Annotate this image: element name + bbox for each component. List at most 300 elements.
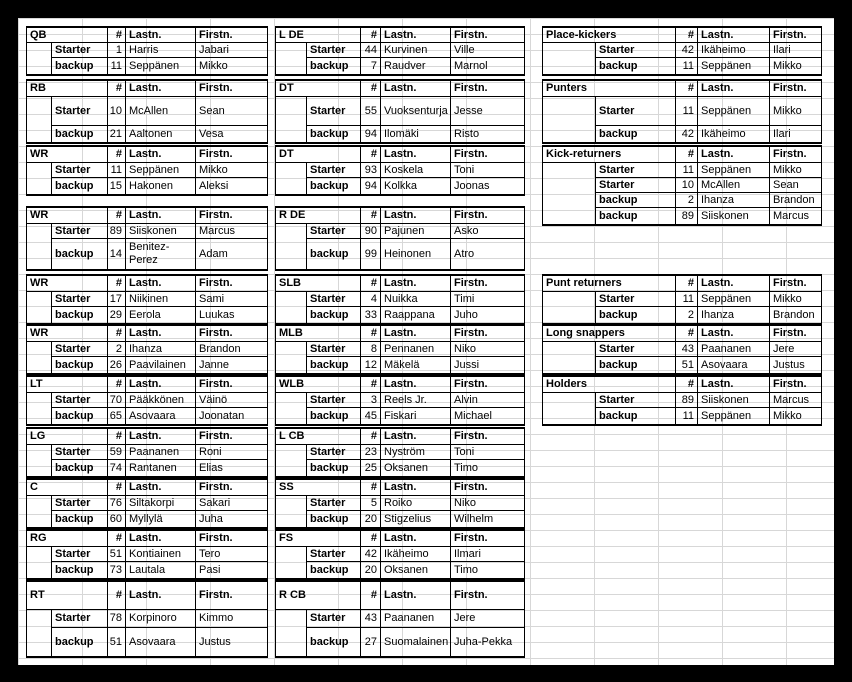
header-number[interactable]: # [108, 480, 126, 496]
header-number[interactable]: # [108, 28, 126, 43]
role-cell[interactable]: Starter [596, 393, 676, 408]
firstname-cell[interactable]: Marcus [770, 208, 822, 224]
role-cell[interactable]: backup [307, 239, 361, 269]
empty-cell[interactable] [275, 460, 307, 476]
empty-cell[interactable] [26, 178, 52, 194]
position-label[interactable]: SS [275, 480, 361, 496]
jersey-number-cell[interactable]: 43 [361, 610, 381, 628]
lastname-cell[interactable]: McAllen [126, 97, 196, 126]
jersey-number-cell[interactable]: 42 [361, 547, 381, 562]
header-lastname[interactable]: Lastn. [698, 81, 770, 97]
role-cell[interactable]: Starter [52, 163, 108, 178]
jersey-number-cell[interactable]: 33 [361, 307, 381, 323]
role-cell[interactable]: Starter [596, 43, 676, 58]
header-firstname[interactable]: Firstn. [196, 147, 268, 163]
header-number[interactable]: # [676, 377, 698, 393]
header-number[interactable]: # [361, 147, 381, 163]
lastname-cell[interactable]: McAllen [698, 178, 770, 193]
header-lastname[interactable]: Lastn. [381, 480, 451, 496]
position-label[interactable]: RT [26, 582, 108, 610]
header-number[interactable]: # [361, 81, 381, 97]
empty-cell[interactable] [275, 126, 307, 142]
header-number[interactable]: # [108, 81, 126, 97]
firstname-cell[interactable]: Toni [451, 445, 525, 460]
header-lastname[interactable]: Lastn. [126, 377, 196, 393]
jersey-number-cell[interactable]: 5 [361, 496, 381, 511]
header-number[interactable]: # [676, 81, 698, 97]
empty-cell[interactable] [26, 460, 52, 476]
empty-cell[interactable] [26, 43, 52, 58]
header-lastname[interactable]: Lastn. [381, 81, 451, 97]
firstname-cell[interactable]: Niko [451, 496, 525, 511]
empty-cell[interactable] [542, 178, 596, 193]
firstname-cell[interactable]: Toni [451, 163, 525, 178]
lastname-cell[interactable]: Ikäheimo [698, 43, 770, 58]
jersey-number-cell[interactable]: 76 [108, 496, 126, 511]
firstname-cell[interactable]: Asko [451, 224, 525, 239]
empty-cell[interactable] [542, 193, 596, 208]
firstname-cell[interactable]: Juha-Pekka [451, 628, 525, 656]
empty-cell[interactable] [275, 357, 307, 373]
empty-cell[interactable] [275, 610, 307, 628]
header-lastname[interactable]: Lastn. [381, 28, 451, 43]
lastname-cell[interactable]: Reels Jr. [381, 393, 451, 408]
header-firstname[interactable]: Firstn. [451, 81, 525, 97]
header-firstname[interactable]: Firstn. [451, 480, 525, 496]
position-label[interactable]: Holders [542, 377, 676, 393]
firstname-cell[interactable]: Jussi [451, 357, 525, 373]
firstname-cell[interactable]: Juho [451, 307, 525, 323]
header-number[interactable]: # [361, 582, 381, 610]
header-firstname[interactable]: Firstn. [770, 276, 822, 292]
firstname-cell[interactable]: Michael [451, 408, 525, 424]
role-cell[interactable]: backup [596, 193, 676, 208]
lastname-cell[interactable]: Seppänen [698, 58, 770, 74]
position-label[interactable]: Place-kickers [542, 28, 676, 43]
empty-cell[interactable] [275, 342, 307, 357]
role-cell[interactable]: Starter [596, 342, 676, 357]
header-lastname[interactable]: Lastn. [126, 276, 196, 292]
jersey-number-cell[interactable]: 21 [108, 126, 126, 142]
empty-cell[interactable] [26, 393, 52, 408]
role-cell[interactable]: backup [52, 178, 108, 194]
position-label[interactable]: LT [26, 377, 108, 393]
lastname-cell[interactable]: Raudver [381, 58, 451, 74]
empty-cell[interactable] [275, 43, 307, 58]
header-lastname[interactable]: Lastn. [126, 429, 196, 445]
jersey-number-cell[interactable]: 70 [108, 393, 126, 408]
role-cell[interactable]: backup [596, 126, 676, 142]
empty-cell[interactable] [26, 610, 52, 628]
lastname-cell[interactable]: Roiko [381, 496, 451, 511]
empty-cell[interactable] [275, 292, 307, 307]
jersey-number-cell[interactable]: 1 [108, 43, 126, 58]
lastname-cell[interactable]: Ihanza [698, 307, 770, 323]
header-number[interactable]: # [361, 480, 381, 496]
lastname-cell[interactable]: Rantanen [126, 460, 196, 476]
firstname-cell[interactable]: Väinö [196, 393, 268, 408]
header-number[interactable]: # [108, 429, 126, 445]
lastname-cell[interactable]: Pajunen [381, 224, 451, 239]
lastname-cell[interactable]: Asovaara [698, 357, 770, 373]
header-lastname[interactable]: Lastn. [698, 276, 770, 292]
empty-cell[interactable] [542, 307, 596, 323]
position-label[interactable]: WLB [275, 377, 361, 393]
header-lastname[interactable]: Lastn. [698, 28, 770, 43]
lastname-cell[interactable]: Ihanza [126, 342, 196, 357]
header-firstname[interactable]: Firstn. [451, 147, 525, 163]
firstname-cell[interactable]: Roni [196, 445, 268, 460]
jersey-number-cell[interactable]: 51 [676, 357, 698, 373]
position-label[interactable]: R DE [275, 208, 361, 224]
lastname-cell[interactable]: Paavilainen [126, 357, 196, 373]
header-number[interactable]: # [108, 276, 126, 292]
role-cell[interactable]: Starter [307, 342, 361, 357]
header-firstname[interactable]: Firstn. [196, 208, 268, 224]
lastname-cell[interactable]: Nyström [381, 445, 451, 460]
position-label[interactable]: Punt returners [542, 276, 676, 292]
role-cell[interactable]: Starter [307, 445, 361, 460]
lastname-cell[interactable]: Paananen [698, 342, 770, 357]
position-label[interactable]: R CB [275, 582, 361, 610]
position-label[interactable]: Punters [542, 81, 676, 97]
jersey-number-cell[interactable]: 11 [676, 292, 698, 307]
role-cell[interactable]: Starter [307, 43, 361, 58]
jersey-number-cell[interactable]: 60 [108, 511, 126, 527]
firstname-cell[interactable]: Brandon [196, 342, 268, 357]
lastname-cell[interactable]: Eerola [126, 307, 196, 323]
empty-cell[interactable] [26, 357, 52, 373]
role-cell[interactable]: Starter [52, 342, 108, 357]
header-firstname[interactable]: Firstn. [451, 377, 525, 393]
firstname-cell[interactable]: Mikko [770, 163, 822, 178]
jersey-number-cell[interactable]: 10 [676, 178, 698, 193]
empty-cell[interactable] [275, 496, 307, 511]
role-cell[interactable]: backup [307, 511, 361, 527]
header-firstname[interactable]: Firstn. [451, 429, 525, 445]
jersey-number-cell[interactable]: 23 [361, 445, 381, 460]
empty-cell[interactable] [275, 393, 307, 408]
firstname-cell[interactable]: Brandon [770, 307, 822, 323]
empty-cell[interactable] [26, 224, 52, 239]
role-cell[interactable]: backup [52, 307, 108, 323]
firstname-cell[interactable]: Sami [196, 292, 268, 307]
header-firstname[interactable]: Firstn. [196, 377, 268, 393]
jersey-number-cell[interactable]: 29 [108, 307, 126, 323]
position-label[interactable]: RB [26, 81, 108, 97]
lastname-cell[interactable]: Korpinoro [126, 610, 196, 628]
role-cell[interactable]: backup [52, 511, 108, 527]
empty-cell[interactable] [26, 307, 52, 323]
header-firstname[interactable]: Firstn. [770, 147, 822, 163]
lastname-cell[interactable]: Niikinen [126, 292, 196, 307]
jersey-number-cell[interactable]: 11 [676, 408, 698, 424]
header-firstname[interactable]: Firstn. [451, 582, 525, 610]
role-cell[interactable]: Starter [596, 163, 676, 178]
header-lastname[interactable]: Lastn. [381, 531, 451, 547]
header-firstname[interactable]: Firstn. [196, 28, 268, 43]
header-number[interactable]: # [361, 276, 381, 292]
lastname-cell[interactable]: Fiskari [381, 408, 451, 424]
role-cell[interactable]: backup [52, 357, 108, 373]
header-number[interactable]: # [361, 377, 381, 393]
lastname-cell[interactable]: Kurvinen [381, 43, 451, 58]
firstname-cell[interactable]: Joonas [451, 178, 525, 194]
empty-cell[interactable] [275, 239, 307, 269]
header-firstname[interactable]: Firstn. [196, 531, 268, 547]
position-label[interactable]: WR [26, 276, 108, 292]
position-label[interactable]: MLB [275, 326, 361, 342]
jersey-number-cell[interactable]: 17 [108, 292, 126, 307]
firstname-cell[interactable]: Jere [770, 342, 822, 357]
lastname-cell[interactable]: Benitez-Perez [126, 239, 196, 269]
jersey-number-cell[interactable]: 11 [108, 58, 126, 74]
position-label[interactable]: Kick-returners [542, 147, 676, 163]
empty-cell[interactable] [26, 408, 52, 424]
position-label[interactable]: L DE [275, 28, 361, 43]
jersey-number-cell[interactable]: 51 [108, 547, 126, 562]
role-cell[interactable]: Starter [307, 547, 361, 562]
empty-cell[interactable] [275, 547, 307, 562]
firstname-cell[interactable]: Risto [451, 126, 525, 142]
lastname-cell[interactable]: Nuikka [381, 292, 451, 307]
position-label[interactable]: FS [275, 531, 361, 547]
firstname-cell[interactable]: Mikko [770, 97, 822, 126]
position-label[interactable]: L CB [275, 429, 361, 445]
jersey-number-cell[interactable]: 14 [108, 239, 126, 269]
header-number[interactable]: # [108, 147, 126, 163]
header-firstname[interactable]: Firstn. [451, 208, 525, 224]
lastname-cell[interactable]: Asovaara [126, 628, 196, 656]
lastname-cell[interactable]: Mäkelä [381, 357, 451, 373]
empty-cell[interactable] [26, 342, 52, 357]
header-lastname[interactable]: Lastn. [126, 582, 196, 610]
lastname-cell[interactable]: Seppänen [698, 292, 770, 307]
role-cell[interactable]: backup [52, 460, 108, 476]
role-cell[interactable]: Starter [307, 292, 361, 307]
firstname-cell[interactable]: Luukas [196, 307, 268, 323]
lastname-cell[interactable]: Ihanza [698, 193, 770, 208]
lastname-cell[interactable]: Paananen [381, 610, 451, 628]
header-lastname[interactable]: Lastn. [126, 531, 196, 547]
lastname-cell[interactable]: Siltakorpi [126, 496, 196, 511]
jersey-number-cell[interactable]: 89 [676, 208, 698, 224]
header-number[interactable]: # [361, 208, 381, 224]
lastname-cell[interactable]: Vuoksenturja [381, 97, 451, 126]
lastname-cell[interactable]: Paananen [126, 445, 196, 460]
role-cell[interactable]: Starter [52, 393, 108, 408]
empty-cell[interactable] [275, 97, 307, 126]
role-cell[interactable]: backup [307, 58, 361, 74]
role-cell[interactable]: Starter [52, 547, 108, 562]
firstname-cell[interactable]: Elias [196, 460, 268, 476]
jersey-number-cell[interactable]: 51 [108, 628, 126, 656]
jersey-number-cell[interactable]: 2 [108, 342, 126, 357]
role-cell[interactable]: Starter [307, 97, 361, 126]
empty-cell[interactable] [275, 163, 307, 178]
empty-cell[interactable] [275, 445, 307, 460]
jersey-number-cell[interactable]: 11 [676, 163, 698, 178]
firstname-cell[interactable]: Mikko [196, 58, 268, 74]
role-cell[interactable]: backup [596, 58, 676, 74]
role-cell[interactable]: Starter [52, 43, 108, 58]
empty-cell[interactable] [275, 58, 307, 74]
jersey-number-cell[interactable]: 2 [676, 307, 698, 323]
header-firstname[interactable]: Firstn. [196, 276, 268, 292]
header-lastname[interactable]: Lastn. [381, 276, 451, 292]
header-lastname[interactable]: Lastn. [126, 208, 196, 224]
header-firstname[interactable]: Firstn. [770, 81, 822, 97]
header-number[interactable]: # [108, 208, 126, 224]
position-label[interactable]: WR [26, 326, 108, 342]
firstname-cell[interactable]: Alvin [451, 393, 525, 408]
header-number[interactable]: # [108, 326, 126, 342]
firstname-cell[interactable]: Niko [451, 342, 525, 357]
firstname-cell[interactable]: Timi [451, 292, 525, 307]
header-lastname[interactable]: Lastn. [126, 28, 196, 43]
empty-cell[interactable] [275, 408, 307, 424]
firstname-cell[interactable]: Mikko [770, 58, 822, 74]
role-cell[interactable]: backup [307, 460, 361, 476]
role-cell[interactable]: backup [596, 357, 676, 373]
header-lastname[interactable]: Lastn. [126, 147, 196, 163]
header-number[interactable]: # [361, 326, 381, 342]
lastname-cell[interactable]: Seppänen [126, 163, 196, 178]
header-firstname[interactable]: Firstn. [196, 81, 268, 97]
empty-cell[interactable] [542, 408, 596, 424]
lastname-cell[interactable]: Oksanen [381, 562, 451, 578]
empty-cell[interactable] [542, 393, 596, 408]
header-number[interactable]: # [361, 531, 381, 547]
role-cell[interactable]: Starter [307, 496, 361, 511]
jersey-number-cell[interactable]: 8 [361, 342, 381, 357]
lastname-cell[interactable]: Oksanen [381, 460, 451, 476]
firstname-cell[interactable]: Sakari [196, 496, 268, 511]
position-label[interactable]: Long snappers [542, 326, 676, 342]
empty-cell[interactable] [26, 292, 52, 307]
position-label[interactable]: DT [275, 147, 361, 163]
empty-cell[interactable] [26, 547, 52, 562]
header-firstname[interactable]: Firstn. [196, 429, 268, 445]
jersey-number-cell[interactable]: 15 [108, 178, 126, 194]
header-firstname[interactable]: Firstn. [451, 326, 525, 342]
jersey-number-cell[interactable]: 44 [361, 43, 381, 58]
empty-cell[interactable] [26, 496, 52, 511]
header-number[interactable]: # [108, 582, 126, 610]
lastname-cell[interactable]: Siiskonen [698, 208, 770, 224]
firstname-cell[interactable]: Justus [770, 357, 822, 373]
lastname-cell[interactable]: Aaltonen [126, 126, 196, 142]
header-number[interactable]: # [361, 429, 381, 445]
header-number[interactable]: # [361, 28, 381, 43]
lastname-cell[interactable]: Pennanen [381, 342, 451, 357]
firstname-cell[interactable]: Ilmari [451, 547, 525, 562]
firstname-cell[interactable]: Ville [451, 43, 525, 58]
header-firstname[interactable]: Firstn. [770, 326, 822, 342]
header-lastname[interactable]: Lastn. [381, 208, 451, 224]
header-lastname[interactable]: Lastn. [126, 81, 196, 97]
firstname-cell[interactable]: Aleksi [196, 178, 268, 194]
empty-cell[interactable] [542, 163, 596, 178]
empty-cell[interactable] [26, 239, 52, 269]
lastname-cell[interactable]: Siiskonen [126, 224, 196, 239]
firstname-cell[interactable]: Pasi [196, 562, 268, 578]
firstname-cell[interactable]: Tero [196, 547, 268, 562]
header-number[interactable]: # [108, 531, 126, 547]
role-cell[interactable]: backup [52, 239, 108, 269]
position-label[interactable]: LG [26, 429, 108, 445]
jersey-number-cell[interactable]: 7 [361, 58, 381, 74]
role-cell[interactable]: Starter [596, 97, 676, 126]
lastname-cell[interactable]: Harris [126, 43, 196, 58]
role-cell[interactable]: backup [596, 307, 676, 323]
empty-cell[interactable] [542, 342, 596, 357]
firstname-cell[interactable]: Marcus [196, 224, 268, 239]
lastname-cell[interactable]: Ilomäki [381, 126, 451, 142]
position-label[interactable]: WR [26, 147, 108, 163]
role-cell[interactable]: backup [307, 357, 361, 373]
empty-cell[interactable] [542, 43, 596, 58]
firstname-cell[interactable]: Kimmo [196, 610, 268, 628]
empty-cell[interactable] [542, 58, 596, 74]
empty-cell[interactable] [275, 307, 307, 323]
firstname-cell[interactable]: Sean [196, 97, 268, 126]
role-cell[interactable]: backup [52, 562, 108, 578]
jersey-number-cell[interactable]: 93 [361, 163, 381, 178]
jersey-number-cell[interactable]: 43 [676, 342, 698, 357]
role-cell[interactable]: backup [307, 628, 361, 656]
jersey-number-cell[interactable]: 2 [676, 193, 698, 208]
jersey-number-cell[interactable]: 4 [361, 292, 381, 307]
firstname-cell[interactable]: Joonatan [196, 408, 268, 424]
position-label[interactable]: QB [26, 28, 108, 43]
empty-cell[interactable] [542, 357, 596, 373]
jersey-number-cell[interactable]: 78 [108, 610, 126, 628]
jersey-number-cell[interactable]: 26 [108, 357, 126, 373]
lastname-cell[interactable]: Ikäheimo [381, 547, 451, 562]
firstname-cell[interactable]: Wilhelm [451, 511, 525, 527]
empty-cell[interactable] [26, 126, 52, 142]
role-cell[interactable]: backup [52, 628, 108, 656]
lastname-cell[interactable]: Suomalainen [381, 628, 451, 656]
lastname-cell[interactable]: Ikäheimo [698, 126, 770, 142]
empty-cell[interactable] [542, 126, 596, 142]
lastname-cell[interactable]: Seppänen [126, 58, 196, 74]
firstname-cell[interactable]: Brandon [770, 193, 822, 208]
position-label[interactable]: C [26, 480, 108, 496]
firstname-cell[interactable]: Mikko [196, 163, 268, 178]
firstname-cell[interactable]: Mikko [770, 292, 822, 307]
firstname-cell[interactable]: Marcus [770, 393, 822, 408]
role-cell[interactable]: backup [307, 178, 361, 194]
header-lastname[interactable]: Lastn. [126, 326, 196, 342]
firstname-cell[interactable]: Mikko [770, 408, 822, 424]
role-cell[interactable]: backup [307, 307, 361, 323]
header-lastname[interactable]: Lastn. [381, 582, 451, 610]
role-cell[interactable]: Starter [52, 292, 108, 307]
empty-cell[interactable] [26, 562, 52, 578]
firstname-cell[interactable]: Vesa [196, 126, 268, 142]
header-number[interactable]: # [676, 147, 698, 163]
position-label[interactable]: RG [26, 531, 108, 547]
firstname-cell[interactable]: Janne [196, 357, 268, 373]
empty-cell[interactable] [542, 292, 596, 307]
empty-cell[interactable] [542, 97, 596, 126]
role-cell[interactable]: backup [52, 408, 108, 424]
firstname-cell[interactable]: Jabari [196, 43, 268, 58]
lastname-cell[interactable]: Raappana [381, 307, 451, 323]
header-lastname[interactable]: Lastn. [381, 429, 451, 445]
